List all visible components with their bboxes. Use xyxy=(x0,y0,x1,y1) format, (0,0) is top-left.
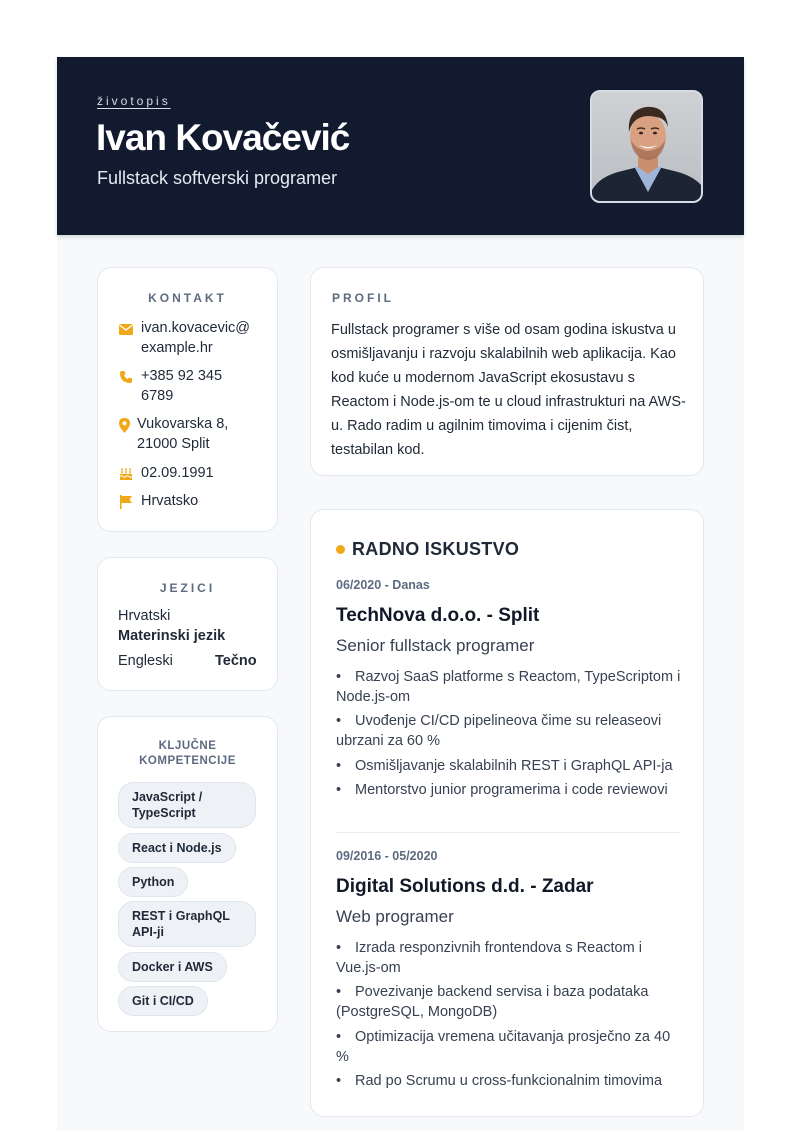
job-bullet-text: Osmišljavanje skalabilnih REST i GraphQL API-ja xyxy=(355,758,673,774)
skill-chip-line: JavaScript / xyxy=(132,790,203,804)
job-entry xyxy=(336,578,681,828)
job-date: 09/2016 - 05/2020 xyxy=(336,849,438,863)
language-level: Tečno xyxy=(215,653,257,669)
contact-card xyxy=(97,267,278,532)
job-bullet-text: Povezivanje backend servisa i baza podataka (PostgreSQL, MongoDB) xyxy=(336,984,649,1020)
experience-heading xyxy=(336,539,519,560)
contact-address xyxy=(118,414,228,454)
languages-card xyxy=(97,557,278,691)
email-line-2: example.hr xyxy=(141,340,213,356)
job-title: Fullstack softverski programer xyxy=(97,168,338,188)
job-bullet: • Osmišljavanje skalabilnih REST i GraphQL API-ja xyxy=(336,758,673,774)
phone-icon xyxy=(118,369,134,385)
contact-title: KONTAKT xyxy=(148,291,227,305)
experience-card xyxy=(310,509,704,1117)
skill-chip-line: REST i GraphQL xyxy=(132,909,230,923)
skill-chip: Docker i AWS xyxy=(118,952,227,982)
job-company: TechNova d.o.o. - Split xyxy=(336,605,540,626)
bullet-dot-icon xyxy=(336,545,345,554)
skills-title-line-1: KLJUČNE xyxy=(158,740,217,752)
job-divider xyxy=(336,832,681,833)
address-line-1: Vukovarska 8, xyxy=(137,416,229,432)
email-line-1: ivan.kovacevic@ xyxy=(141,320,251,336)
flag-icon xyxy=(118,494,134,510)
job-bullet-text: Rad po Scrumu u cross-funkcionalnim timovima xyxy=(355,1073,663,1089)
job-bullet-text: Mentorstvo junior programerima i code reviewovi xyxy=(355,782,668,798)
profile-title: PROFIL xyxy=(332,291,394,305)
job-bullet: • Rad po Scrumu u cross-funkcionalnim timovima xyxy=(336,1073,663,1089)
skills-title xyxy=(98,739,277,769)
job-bullet: • Mentorstvo junior programerima i code reviewovi xyxy=(336,782,668,798)
profile-photo xyxy=(590,90,703,203)
skill-chip-line: API-ji xyxy=(132,925,164,939)
skill-chip xyxy=(118,782,256,828)
phone-line-2: 6789 xyxy=(141,388,174,404)
map-pin-icon xyxy=(118,417,130,433)
document-eyebrow: životopis xyxy=(97,94,171,108)
job-bullet: • Povezivanje backend servisa i baza podataka (PostgreSQL, MongoDB) xyxy=(336,984,649,1020)
skill-chip xyxy=(118,901,256,947)
job-bullet: • Izrada responzivnih frontendova s Reactom i Vue.js-om xyxy=(336,940,642,976)
resume-header xyxy=(57,57,744,235)
job-bullet: • Optimizacija vremena učitavanja prosječno za 40 % xyxy=(336,1029,671,1065)
skills-card xyxy=(97,716,278,1032)
skill-chip-line: TypeScript xyxy=(132,806,196,820)
profile-card xyxy=(310,267,704,476)
language-name: Engleski xyxy=(118,653,173,669)
job-role: Web programer xyxy=(336,907,454,926)
job-bullet-text: Optimizacija vremena učitavanja prosječno za 40 % xyxy=(336,1029,671,1065)
birthday-cake-icon xyxy=(118,466,134,482)
skill-chip: Git i CI/CD xyxy=(118,986,208,1016)
country-text: Hrvatsko xyxy=(141,493,199,509)
job-bullet-text: Izrada responzivnih frontendova s Reactom i Vue.js-om xyxy=(336,940,642,976)
birthdate-text: 02.09.1991 xyxy=(141,465,214,481)
skill-chip: Python xyxy=(118,867,188,897)
skills-title-line-2: KOMPETENCIJE xyxy=(139,755,236,767)
skill-chip: React i Node.js xyxy=(118,833,236,863)
envelope-icon xyxy=(118,321,134,337)
language-level: Materinski jezik xyxy=(118,628,226,644)
job-bullet: • Razvoj SaaS platforme s Reactom, TypeScriptom i Node.js-om xyxy=(336,669,681,705)
contact-phone[interactable] xyxy=(118,366,222,406)
person-name: Ivan Kovačević xyxy=(96,117,350,158)
person-portrait-image xyxy=(592,92,703,203)
language-name: Hrvatski xyxy=(118,608,171,624)
contact-country xyxy=(118,491,198,511)
profile-summary: Fullstack programer s više od osam godina iskustva u osmišljavanju i razvoju skalabilnih web aplikacija. Kao kod kuće u modernom JavaScript ekosustavu s Reactom i Node.js-om te u cloud infrastrukturi na AWS-u. Rado radim u agilnim timovima i cijenim čist, testabilan kod. xyxy=(331,322,686,458)
address-line-2: 21000 Split xyxy=(137,436,210,452)
languages-title: JEZICI xyxy=(159,581,216,595)
contact-email[interactable] xyxy=(118,318,250,358)
job-date: 06/2020 - Danas xyxy=(336,578,430,592)
resume-page xyxy=(57,57,744,1131)
job-company: Digital Solutions d.d. - Zadar xyxy=(336,876,594,897)
job-bullet-text: Razvoj SaaS platforme s Reactom, TypeScriptom i Node.js-om xyxy=(336,669,681,705)
job-bullet: • Uvođenje CI/CD pipelineova čime su releaseovi ubrzani za 60 % xyxy=(336,713,662,749)
job-role: Senior fullstack programer xyxy=(336,636,535,655)
job-bullet-text: Uvođenje CI/CD pipelineova čime su releaseovi ubrzani za 60 % xyxy=(336,713,662,749)
contact-birthdate xyxy=(118,463,214,483)
experience-title: RADNO ISKUSTVO xyxy=(352,539,520,559)
job-entry xyxy=(336,849,681,1099)
phone-line-1: +385 92 345 xyxy=(141,368,223,384)
